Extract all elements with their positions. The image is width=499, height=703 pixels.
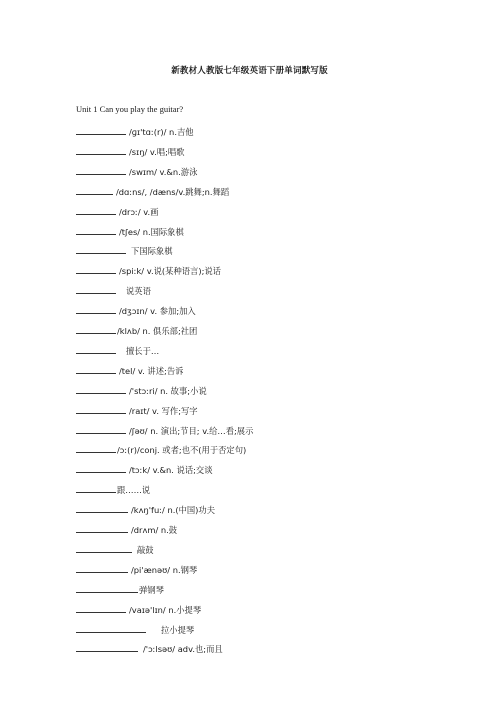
answer-blank[interactable] [76,365,116,374]
vocab-definition: /dɑːns/, /dæns/v.跳舞;n.舞蹈 [116,186,230,197]
answer-blank[interactable] [76,604,126,613]
vocab-entry [76,464,213,475]
vocab-definition: /ɔː(r)/conj. 或者;也不(用于否定句) [117,445,247,456]
vocab-entry [76,544,154,555]
vocab-entry [76,186,229,197]
answer-blank[interactable] [76,564,128,573]
vocab-entry [76,604,201,615]
vocab-definition: 擅长于… [126,345,160,356]
vocab-definition: /dʒɔɪn/ v. 参加;加入 [119,306,196,317]
vocab-definition: /tɔːk/ v.&n. 说话;交谈 [129,465,213,476]
answer-blank[interactable] [76,484,116,493]
answer-blank[interactable] [76,405,126,414]
answer-blank[interactable] [76,504,128,513]
answer-blank[interactable] [76,345,116,354]
vocab-definition: /drʌm/ n.鼓 [131,525,178,535]
vocab-entry [76,226,184,237]
answer-blank[interactable] [76,624,146,633]
vocab-definition: /ʃəʊ/ n. 演出;节目; v.给…看;展示 [129,425,254,436]
answer-blank[interactable] [76,385,126,394]
vocab-entry [76,245,173,256]
vocab-definition: /spiːk/ v.说(某种语言);说话 [119,266,221,277]
answer-blank[interactable] [76,464,126,473]
unit-heading: Unit 1 Can you play the guitar? [76,104,184,114]
vocab-definition: 敲鼓 [137,544,154,555]
vocab-definition: /kʌŋ'fuː/ n.(中国)功夫 [131,505,216,516]
vocab-definition: /raɪt/ v. 写作;写字 [129,405,198,416]
answer-blank[interactable] [76,206,116,215]
vocab-entry [76,345,159,356]
vocab-entry [76,146,184,157]
vocab-definition: 说英语 [126,286,151,297]
vocab-entry [76,405,198,416]
answer-blank[interactable] [76,444,116,453]
vocab-entry [76,564,197,575]
vocab-definition: /swɪm/ v.&n.游泳 [129,166,198,177]
vocab-entry [76,624,194,635]
answer-blank[interactable] [76,146,126,155]
vocab-entry [76,365,183,376]
vocab-definition: /drɔː/ v.画 [119,206,159,217]
vocab-definition: 跟……说 [117,485,151,496]
answer-blank[interactable] [76,166,126,175]
answer-blank[interactable] [76,325,116,334]
vocab-entry [76,504,215,515]
vocab-entry [76,484,150,495]
vocab-definition: 弹钢琴 [139,584,164,595]
answer-blank[interactable] [76,584,138,593]
vocab-definition: /sɪŋ/ v.唱;唱歌 [129,146,185,157]
answer-blank[interactable] [76,524,128,533]
vocab-entry [76,425,253,436]
vocab-definition: /tel/ v. 讲述;告诉 [119,365,184,376]
vocab-definition: /'ɔːlsəʊ/ adv.也;而且 [143,644,223,655]
vocab-entry [76,265,221,276]
answer-blank[interactable] [76,265,116,274]
vocab-entry [76,285,151,296]
answer-blank[interactable] [76,425,126,434]
vocab-entry [76,385,207,396]
vocab-entry [76,305,196,316]
document-title: 新教材人教版七年级英语下册单词默写版 [171,66,328,76]
vocab-definition: /vaɪə'lɪn/ n.小提琴 [129,604,202,615]
vocab-definition: /klʌb/ n. 俱乐部;社团 [117,326,198,336]
vocab-entry [76,444,246,455]
vocab-entry [76,584,164,595]
vocab-definition: 拉小提琴 [161,624,195,635]
answer-blank[interactable] [76,285,116,294]
answer-blank[interactable] [76,245,126,254]
answer-blank[interactable] [76,643,138,652]
answer-blank[interactable] [76,126,126,135]
answer-blank[interactable] [76,186,113,195]
vocab-entry [76,166,197,177]
vocab-definition: /'stɔːri/ n. 故事;小说 [129,385,207,396]
vocab-entry [76,524,177,535]
vocab-entry [76,643,223,654]
vocab-entry [76,325,197,336]
vocab-entry [76,206,158,217]
vocab-definition: /ɡɪ'tɑː(r)/ n.吉他 [129,127,194,137]
vocab-definition: /pi'ænəʊ/ n.钢琴 [131,564,198,575]
vocab-definition: 下国际象棋 [131,246,173,257]
vocab-entry [76,126,194,137]
answer-blank[interactable] [76,226,116,235]
answer-blank[interactable] [76,544,132,553]
vocab-definition: /tʃes/ n.国际象棋 [119,226,184,237]
answer-blank[interactable] [76,305,116,314]
